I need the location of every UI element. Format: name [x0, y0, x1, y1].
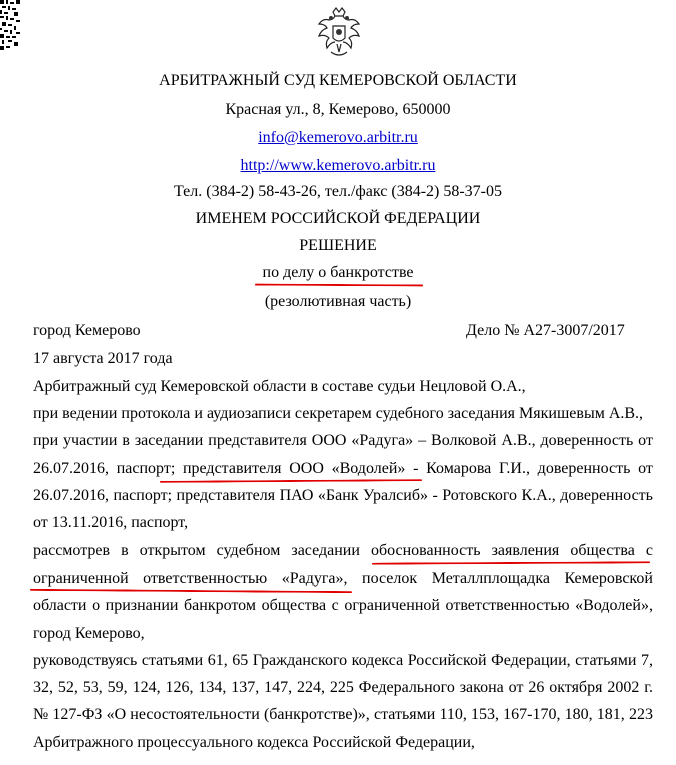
word: А.В., [501, 432, 536, 449]
word: участии [63, 432, 118, 449]
word: 52, [57, 679, 78, 696]
highlight-raduga [30, 589, 352, 593]
word: ответственностью [143, 570, 268, 587]
word: 167-170, [503, 706, 561, 723]
coat-of-arms-icon [315, 6, 363, 60]
body-line-11 [33, 651, 653, 671]
word: в [122, 432, 130, 449]
word: 134, [198, 679, 227, 696]
highlight-case-type [255, 284, 423, 287]
word: закона [459, 679, 504, 696]
word: признании [105, 597, 179, 614]
body-line-7 [33, 541, 653, 561]
word: ограниченной [344, 597, 440, 614]
word: заседании [134, 432, 204, 449]
word: с [331, 597, 339, 614]
word: 110, [439, 706, 467, 723]
word: Ротовского [442, 487, 518, 504]
word: доверенность [560, 487, 653, 504]
word: статьями [141, 652, 204, 669]
word: открытом [139, 542, 206, 559]
word: 59, [107, 679, 128, 696]
word: в [121, 542, 129, 559]
word: паспорт; [116, 460, 176, 477]
word: доверенность [540, 432, 634, 449]
word: – [418, 432, 427, 449]
word: ООО [289, 460, 324, 477]
word: «Водолей», [575, 597, 653, 614]
word: ООО [311, 432, 347, 449]
word: «Водолей» [331, 460, 406, 477]
resolution-part: (резолютивная часть) [264, 293, 412, 310]
word: представителя [208, 432, 307, 449]
email-link[interactable]: info@kemerovo.arbitr.ru [258, 129, 418, 146]
qr-code-icon [0, 0, 20, 50]
word: поселок [362, 570, 418, 587]
word: заседании [291, 542, 360, 559]
word: 61, [207, 652, 228, 669]
email-row [0, 128, 676, 148]
body-line-8 [33, 569, 653, 589]
word: ответственностью [445, 597, 570, 614]
word: Федерального [358, 679, 455, 696]
word: Уралсиб» [363, 487, 428, 504]
word: несостоятельности [130, 706, 260, 723]
highlight-vodoley-representative [160, 479, 422, 483]
word: «Радуга» [351, 432, 414, 449]
word: руководствуясь [33, 652, 138, 669]
word: 147, [264, 679, 293, 696]
word: ПАО [279, 487, 314, 504]
word: ограниченной [33, 570, 129, 587]
word: № [33, 706, 49, 723]
word: 137, [231, 679, 260, 696]
word: доверенность [537, 460, 631, 477]
word: о [92, 597, 101, 614]
decision-date: 17 августа 2017 года [33, 350, 173, 367]
word: общества [261, 597, 327, 614]
court-name: АРБИТРАЖНЫЙ СУД КЕМЕРОВСКОЙ ОБЛАСТИ [159, 72, 517, 89]
body-line-13 [33, 705, 653, 725]
word: 65 [232, 652, 249, 669]
word: 26 [528, 679, 545, 696]
word: 124, [132, 679, 161, 696]
body-line-4 [33, 459, 653, 479]
word: с [645, 542, 653, 559]
website-row [0, 156, 676, 176]
word: Г.И., [498, 460, 530, 477]
body-line-1: Арбитражный суд Кемеровской области в составе судьи Нецловой О.А., [33, 378, 526, 395]
word: обоснованность [370, 542, 481, 559]
word: 127-ФЗ [52, 706, 103, 723]
court-address: Красная ул., 8, Кемерово, 650000 [225, 101, 451, 118]
body-line-9 [33, 596, 653, 616]
court-phones: Тел. (384-2) 58-43-26, тел./факс (384-2) 58-37-05 [174, 183, 502, 200]
word: «Радуга», [281, 570, 348, 587]
word: паспорт; [113, 487, 173, 504]
word: представителя [176, 487, 276, 504]
word: Металлплощадка [431, 570, 550, 587]
body-line-10: город Кемерово, [33, 625, 145, 642]
word: 53, [82, 679, 103, 696]
word: «Банк [317, 487, 359, 504]
word: - [432, 487, 438, 504]
word: судебном [216, 542, 281, 559]
word: кодекса [351, 652, 404, 669]
body-line-12 [33, 678, 653, 698]
body-line-14: Арбитражного процессуального кодекса Российской Федерации, [33, 734, 475, 751]
body-line-6: от 13.11.2016, паспорт, [33, 514, 189, 531]
word: 180, [564, 706, 593, 723]
decision-title: РЕШЕНИЕ [299, 237, 377, 254]
word: 223 [628, 706, 653, 723]
word: рассмотрев [33, 542, 111, 559]
word: К.А., [521, 487, 556, 504]
word: заявления [491, 542, 560, 559]
word: 225 [329, 679, 354, 696]
word: 224, [297, 679, 326, 696]
word: статьями [575, 652, 637, 669]
word: 26.07.2016, [33, 487, 109, 504]
city: город Кемерово [33, 322, 141, 339]
word: 26.07.2016, [33, 460, 109, 477]
highlight-application [372, 561, 650, 564]
word: Кемеровской [564, 570, 653, 587]
word: Гражданского [252, 652, 348, 669]
word: от [508, 679, 524, 696]
word: 2002 [607, 679, 640, 696]
word: Комарова [426, 460, 492, 477]
word: октября [549, 679, 603, 696]
word: при [33, 432, 59, 449]
word: 32, [33, 679, 53, 696]
word: области [33, 597, 87, 614]
word: Федерации, [491, 652, 571, 669]
website-link[interactable]: http://www.kemerovo.arbitr.ru [240, 157, 436, 174]
word: от [638, 432, 653, 449]
body-line-5 [33, 486, 653, 506]
case-number: Дело № А27-3007/2017 [466, 322, 625, 339]
word: банкротом [184, 597, 256, 614]
word: г. [644, 679, 653, 696]
word: (банкротстве)», [263, 706, 370, 723]
word: статьями [373, 706, 436, 723]
word: представителя [182, 460, 282, 477]
word: - [413, 460, 419, 477]
in-the-name-heading: ИМЕНЕМ РОССИЙСКОЙ ФЕДЕРАЦИИ [195, 210, 481, 227]
word: Российской [407, 652, 487, 669]
word: 181, [596, 706, 625, 723]
word: от [638, 460, 653, 477]
word: 153, [471, 706, 499, 723]
body-line-2: при ведении протокола и аудиозаписи секретарем судебного заседания Мякишевым А.В., [33, 405, 644, 422]
word: «О [106, 706, 127, 723]
body-line-3 [33, 431, 653, 451]
word: общества [570, 542, 635, 559]
word: 126, [165, 679, 194, 696]
word: Волковой [431, 432, 497, 449]
case-type: по делу о банкротстве [262, 264, 414, 281]
word: 7, [640, 652, 653, 669]
